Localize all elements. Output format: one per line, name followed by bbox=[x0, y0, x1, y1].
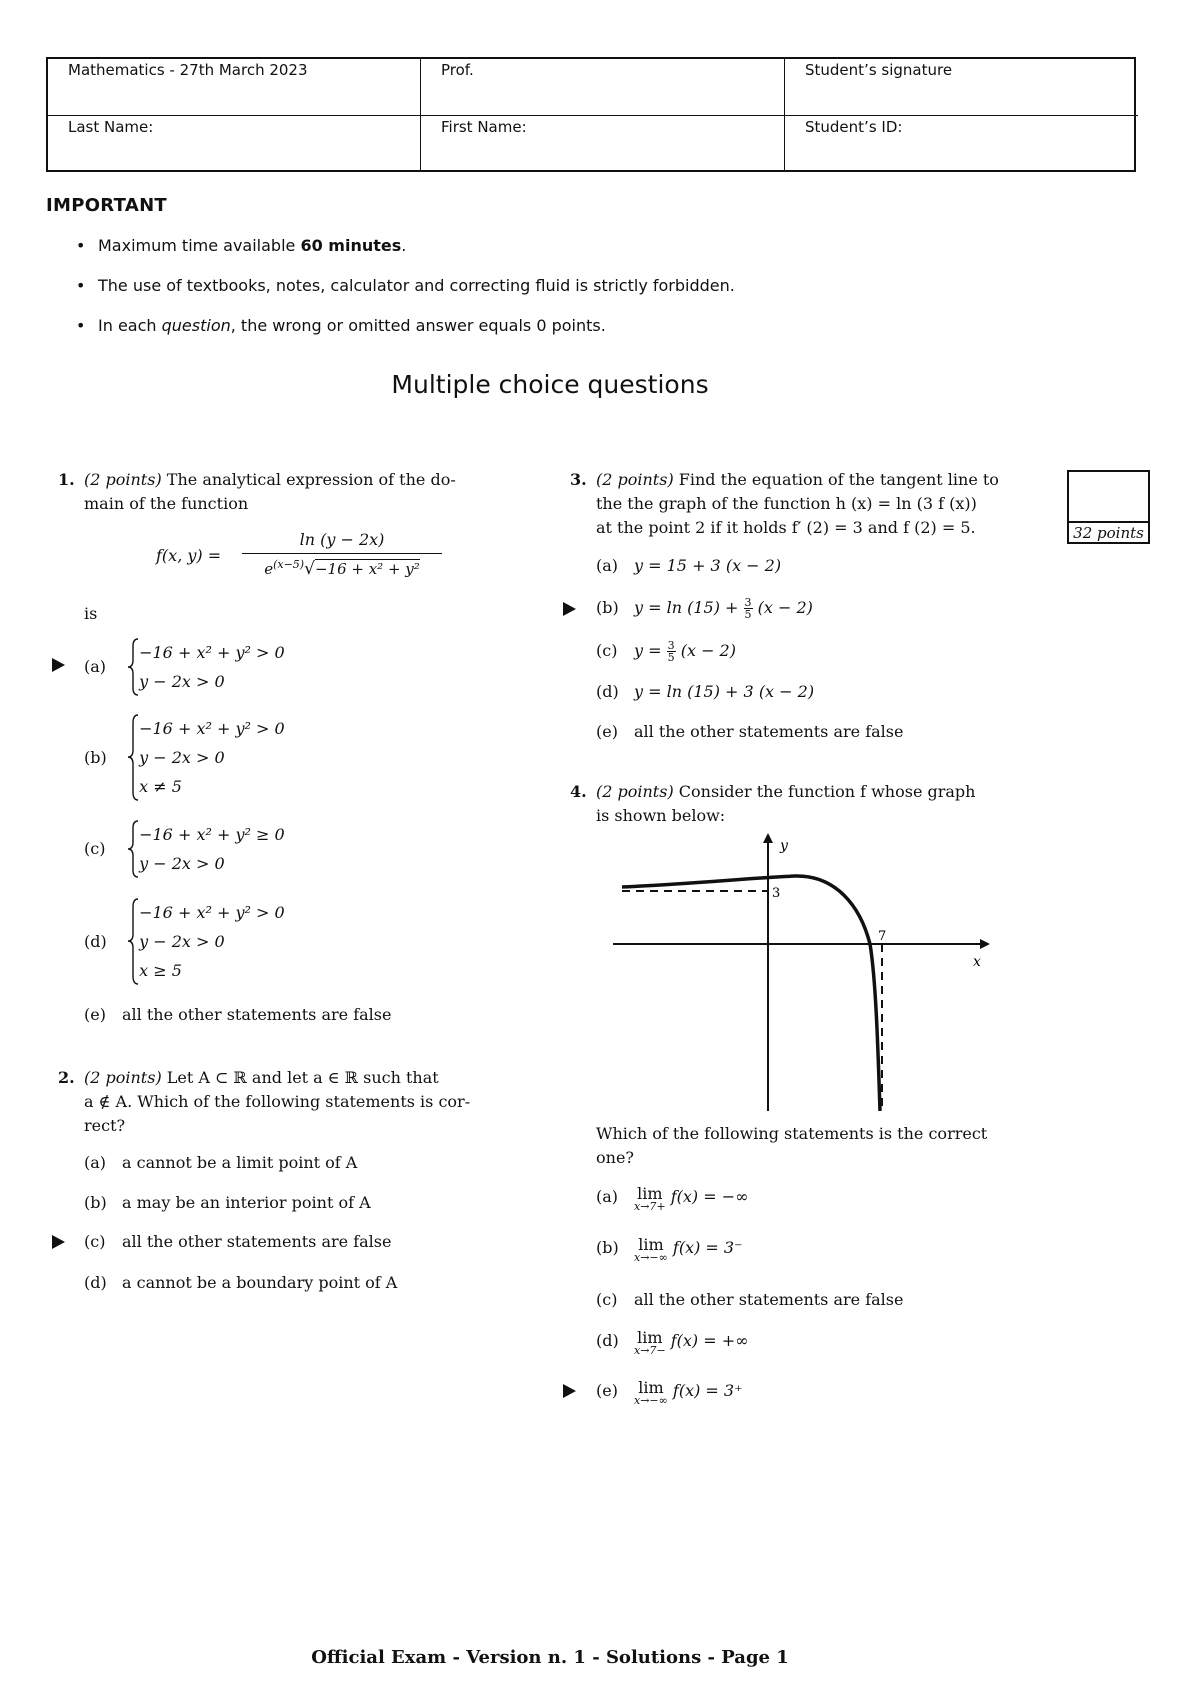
correct-marker bbox=[563, 602, 576, 616]
q2-option-a[interactable]: (a) a cannot be a limit point of A bbox=[84, 1153, 358, 1172]
function-graph bbox=[610, 830, 1000, 1115]
q3-option-b[interactable]: (b) y = ln (15) + $\frac{3}{5} (x - 2)$ bbox=[596, 596, 813, 621]
q1-option-b[interactable]: (b) −16 + x² + y² > 0 y − 2x > 0 x ≠ 5 bbox=[84, 714, 285, 801]
function-curve bbox=[622, 876, 880, 1111]
q3-option-a[interactable]: (a) y = 15 + 3 (x − 2) bbox=[596, 556, 782, 575]
q2-option-d[interactable]: (d) a cannot be a boundary point of A bbox=[84, 1273, 398, 1292]
question-text: (2 points) Find the equation of the tangent line to the the graph of the function h (x) = ln (3 f (x)) at the point 2 if it holds f′ (2) = 3 and f (2) = 5. bbox=[596, 470, 999, 537]
last-name-cell: Last Name: bbox=[48, 116, 421, 172]
section-title: Multiple choice questions bbox=[391, 370, 709, 399]
rule-item: • The use of textbooks, notes, calculator and correcting fluid is strictly forbidden. bbox=[76, 276, 735, 316]
q4-option-e[interactable]: (e) lim x→−∞ f(x) = 3⁺ bbox=[596, 1378, 743, 1407]
q1-option-c[interactable]: (c) −16 + x² + y² ≥ 0 y − 2x > 0 bbox=[84, 820, 285, 878]
question-number: 1. bbox=[58, 470, 75, 489]
question-text: (2 points) Consider the function f whose graph is shown below: bbox=[596, 782, 976, 825]
question-number: 2. bbox=[58, 1068, 75, 1087]
tick-7-label: 7 bbox=[878, 929, 887, 944]
rule-item: • Maximum time available 60 minutes. bbox=[76, 236, 735, 276]
q4-option-d[interactable]: (d) lim x→7− f(x) = +∞ bbox=[596, 1328, 749, 1357]
question-number: 4. bbox=[570, 782, 587, 801]
rules-list bbox=[76, 236, 735, 356]
q4-option-c[interactable]: (c) all the other statements are false bbox=[596, 1290, 904, 1309]
domain-formula: f(x, y) = ln (y − 2x) $e^{(x-5)}√-16 + x^2 + y^2$ bbox=[156, 528, 476, 588]
question-text: (2 points) Let A ⊂ ℝ and let a ∈ ℝ such that a ∉ A. Which of the following statements is cor- rect? bbox=[84, 1068, 471, 1135]
q4-option-b[interactable]: (b) lim x→−∞ f(x) = 3⁻ bbox=[596, 1235, 743, 1264]
q1-option-a[interactable]: (a) −16 + x² + y² > 0 y − 2x > 0 bbox=[84, 638, 285, 696]
prof-cell: Prof. bbox=[421, 59, 785, 116]
rule-item: • In each question, the wrong or omitted answer equals 0 points. bbox=[76, 316, 735, 356]
correct-marker bbox=[563, 1384, 576, 1398]
subject-cell: Mathematics - 27th March 2023 bbox=[48, 59, 421, 116]
y-axis-arrow bbox=[763, 833, 773, 843]
page-footer: Official Exam - Version n. 1 - Solutions - Page 1 bbox=[311, 1647, 789, 1668]
student-id-cell: Student’s ID: bbox=[805, 118, 903, 136]
points-label: 32 points bbox=[1073, 524, 1144, 542]
q2-option-b[interactable]: (b) a may be an interior point of A bbox=[84, 1193, 371, 1212]
x-axis-label: x bbox=[973, 954, 981, 970]
is-text: is bbox=[84, 604, 98, 623]
correct-marker bbox=[52, 1235, 65, 1249]
question-number: 3. bbox=[570, 470, 587, 489]
q2-option-c[interactable]: (c) all the other statements are false bbox=[84, 1232, 392, 1251]
correct-marker bbox=[52, 658, 65, 672]
signature-cell: Student’s signature bbox=[785, 59, 1138, 116]
first-name-cell: First Name: bbox=[421, 116, 785, 172]
q3-option-c[interactable]: (c) y = $\frac{3}{5} (x - 2)$ bbox=[596, 639, 736, 664]
question-text: (2 points) The analytical expression of the do- main of the function bbox=[84, 470, 456, 513]
q1-option-e[interactable]: (e) all the other statements are false bbox=[84, 1005, 392, 1024]
q3-option-d[interactable]: (d) y = ln (15) + 3 (x − 2) bbox=[596, 682, 815, 701]
points-box bbox=[1067, 470, 1150, 544]
q1-option-d[interactable]: (d) −16 + x² + y² > 0 y − 2x > 0 x ≥ 5 bbox=[84, 898, 285, 985]
important-heading: IMPORTANT bbox=[46, 195, 168, 216]
tick-3-label: 3 bbox=[772, 886, 781, 901]
y-axis-label: y bbox=[780, 838, 788, 854]
q4-option-a[interactable]: (a) lim x→7+ f(x) = −∞ bbox=[596, 1184, 749, 1213]
x-axis-arrow bbox=[980, 939, 990, 949]
q3-option-e[interactable]: (e) all the other statements are false bbox=[596, 722, 904, 741]
question-prompt: Which of the following statements is the correct one? bbox=[596, 1124, 988, 1167]
header-table bbox=[46, 57, 1136, 172]
